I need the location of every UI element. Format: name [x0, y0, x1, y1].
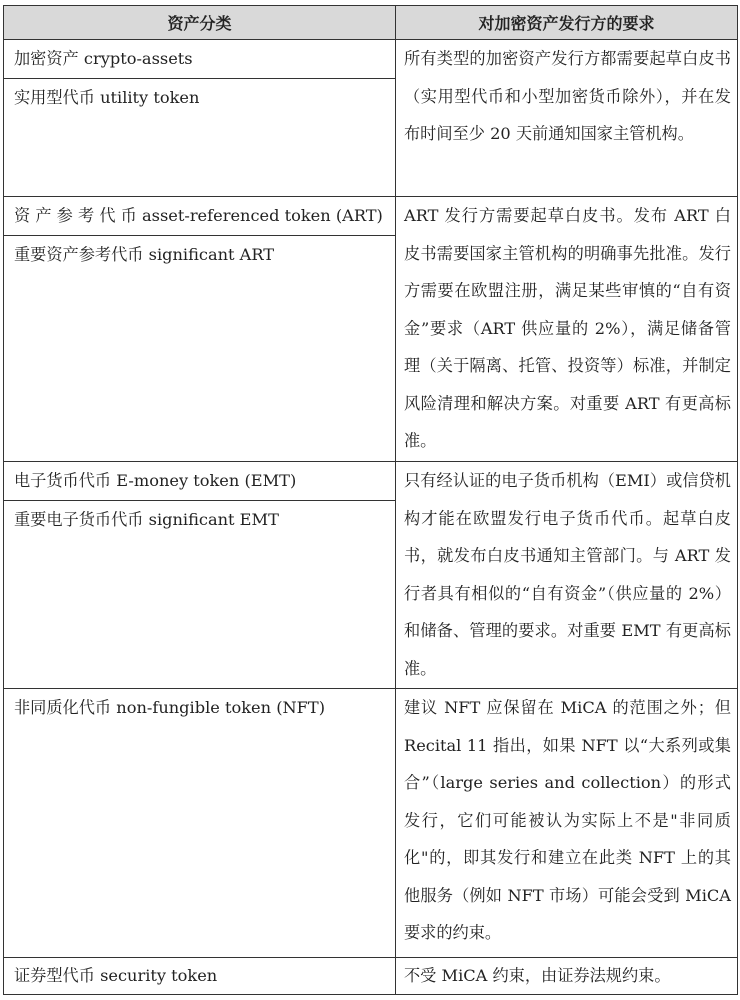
asset-cell [4, 958, 396, 995]
requirement-cell [396, 958, 738, 995]
requirement-cell [396, 462, 738, 689]
table-header-row [4, 6, 738, 40]
requirement-nft: 建议 NFT 应保留在 MiCA 的范围之外；但 Recital 11 指出，如果 NFT 以“大系列或集合”（large series and collection）的形式发行，它们可能被认为实际上不是"非同质化"的，即其发行和建立在此类 NFT 上的其他服务（例如 NFT 市场）可能会受到 MiCA 要求的约束。 [404, 698, 731, 942]
table-row-emt [4, 462, 738, 689]
asset-cell [4, 40, 396, 197]
asset-significant-emt: 重要电子货币代币 significant EMT [4, 500, 395, 539]
requirement-cell [396, 689, 738, 958]
requirement-security-token: 不受 MiCA 约束，由证券法规约束。 [404, 966, 671, 985]
header-issuer-requirements: 对加密资产发行方的要求 [396, 6, 738, 40]
requirement-emt: 只有经认证的电子货币机构（EMI）或信贷机构才能在欧盟发行电子货币代币。起草白皮书，就发布白皮书通知主管部门。与 ART 发行者具有相似的“自有资金”（供应量的 2%）和储备、管理的要求。对重要 EMT 有更高标准。 [404, 471, 731, 678]
asset-security-token: 证券型代币 security token [14, 966, 218, 985]
asset-emt: 电子货币代币 E-money token (EMT) [14, 471, 297, 490]
table-row-art [4, 197, 738, 462]
asset-utility-token: 实用型代币 utility token [4, 78, 395, 117]
asset-nft: 非同质化代币 non-fungible token (NFT) [14, 698, 326, 717]
asset-cell [4, 689, 396, 958]
asset-significant-art: 重要资产参考代币 significant ART [4, 235, 395, 274]
table-row-security-token [4, 958, 738, 995]
table-row-crypto-assets [4, 40, 738, 197]
requirement-art: ART 发行方需要起草白皮书。发布 ART 白皮书需要国家主管机构的明确事先批准。发行方需要在欧盟注册，满足某些审慎的“自有资金”要求（ART 供应量的 2%），满足储备管理（关于隔离、托管、投资等）标准，并制定风险清理和解决方案。对重要 ART 有更高标准。 [404, 206, 731, 450]
asset-art: 资 产 参 考 代 币 asset-referenced token (ART) [14, 206, 383, 225]
asset-crypto-assets: 加密资产 crypto-assets [14, 49, 193, 68]
requirement-crypto-assets: 所有类型的加密资产发行方都需要起草白皮书（实用型代币和小型加密货币除外），并在发布时间至少 20 天前通知国家主管机构。 [404, 49, 731, 143]
table-row-nft [4, 689, 738, 958]
requirement-cell [396, 197, 738, 462]
mica-requirements-table [3, 5, 738, 995]
asset-cell [4, 197, 396, 462]
asset-cell [4, 462, 396, 689]
header-asset-category: 资产分类 [4, 6, 396, 40]
requirement-cell [396, 40, 738, 197]
